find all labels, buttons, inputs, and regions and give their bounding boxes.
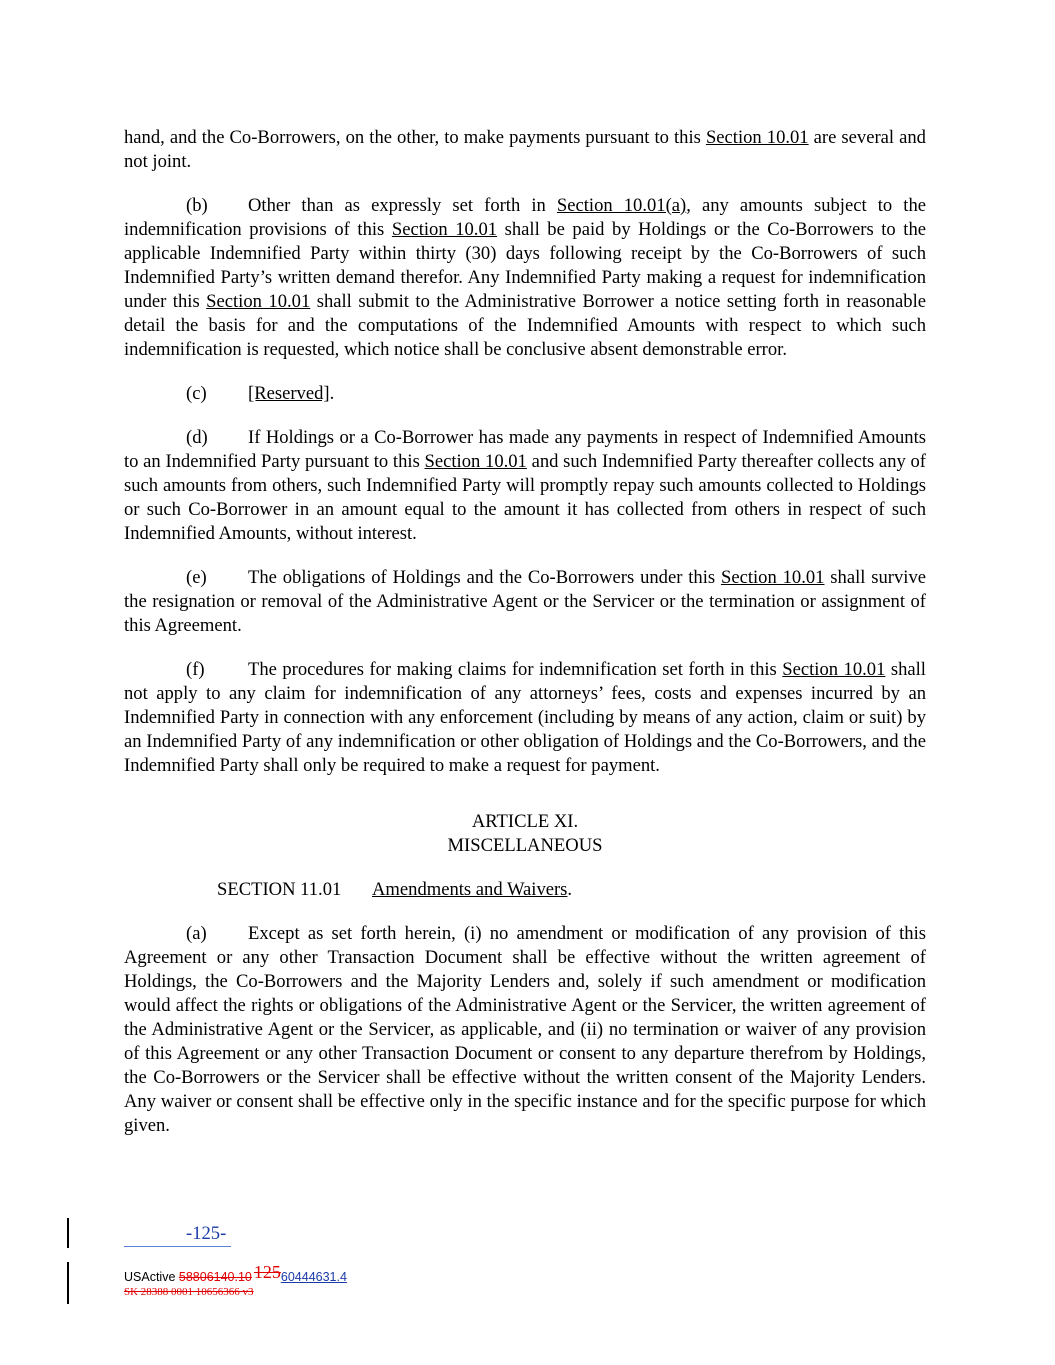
- text: hand, and the Co-Borrowers, on the other, to make payments pursuant to this: [124, 127, 706, 148]
- paragraph-c: [124, 382, 926, 406]
- old-doc-id: 58806140.10: [178, 1270, 252, 1284]
- reserved-ref: [Reserved]: [248, 383, 330, 404]
- text: The obligations of Holdings and the Co-Borrowers under this: [248, 567, 721, 588]
- text: .: [329, 383, 335, 404]
- text: Except as set forth herein, (i) no amendment or modification of any provision of this Agreement or any other Transaction Document shall be effective without the written agreement of Holdings, the Co-Borrowers and the Majority Lenders and, solely if such amendment or modification would affect the rights or obligations of the Administrative Agent or the Servicer, the written agreement of the Administrative Agent or the Servicer, as applicable, and (ii) no termination or waiver of any provision of this Agreement or any other Transaction Document or consent to any departure therefrom by Holdings, the Co-Borrowers or the Servicer shall be effective without the written consent of the Majority Lenders. Any waiver or consent shall be effective only in the specific instance and for the specific purpose for which given.: [124, 923, 926, 1136]
- text: .: [567, 879, 573, 900]
- text: are several and not joint.: [124, 127, 926, 172]
- clause-label: (c): [186, 383, 207, 404]
- paragraph-e: [124, 566, 926, 638]
- text: shall submit to the Administrative Borrower a notice setting forth in reasonable detail the basis for and the computations of the Indemnified Amounts with respect to which such indemnification is requested, which notice shall be conclusive absent demonstrable error.: [124, 291, 927, 360]
- text: shall survive the resignation or removal of the Administrative Agent or the Servicer or the termination or assignment of this Agreement.: [124, 567, 927, 636]
- new-doc-id: 60444631.4: [280, 1270, 347, 1284]
- text: The procedures for making claims for indemnification set forth in this: [248, 659, 783, 680]
- page-number-text: -125-: [186, 1223, 227, 1244]
- document-id-footer: [124, 1262, 347, 1286]
- text: and such Indemnified Party thereafter collects any of such amounts from others, such Indemnified Party will promptly repay such amounts collected to Holdings or such Co-Borrower in an amount equal to the amount it has collected from others in respect of such Indemnified Amounts, without interest.: [124, 451, 926, 544]
- article-heading: [124, 810, 926, 858]
- section-ref: Section 10.01: [206, 291, 311, 312]
- article-title: MISCELLANEOUS: [447, 835, 603, 856]
- clause-label: (b): [186, 195, 208, 216]
- text: shall not apply to any claim for indemnification of any attorneys’ fees, costs and expenses incurred by an Indemnified Party in connection with any enforcement (including by means of any action, claim or suit) by an Indemnified Party of any indemnification or other obligation of Holdings and the Co-Borrowers, and the Indemnified Party shall only be required to make a request for payment.: [124, 659, 926, 776]
- doc-prefix: USActive: [124, 1270, 179, 1284]
- section-number: SECTION 11.01: [217, 879, 342, 900]
- text: Other than as expressly set forth in: [248, 195, 557, 216]
- paragraph-b: [124, 194, 926, 362]
- text: , any amounts subject to the indemnification provisions of this: [124, 195, 926, 240]
- page-number: [124, 1222, 231, 1247]
- document-body: [124, 126, 926, 1158]
- paragraph-d: [124, 426, 926, 546]
- change-bar-top: [67, 1218, 69, 1248]
- section-heading: [217, 878, 926, 902]
- section-ref: Section 10.01: [424, 451, 527, 472]
- text: If Holdings or a Co-Borrower has made any payments in respect of Indemnified Amounts to an Indemnified Party pursuant to this: [124, 427, 926, 472]
- change-bar-bottom: [67, 1262, 69, 1304]
- clause-label: (f): [186, 659, 205, 680]
- section-ref: Section 10.01(a): [556, 195, 687, 216]
- paragraph-continued: [124, 126, 926, 174]
- deleted-page-number: 125: [253, 1262, 281, 1282]
- clause-label: (e): [186, 567, 207, 588]
- article-number: ARTICLE XI.: [471, 811, 579, 832]
- clause-label: (d): [186, 427, 208, 448]
- text: shall be paid by Holdings or the Co-Borrowers to the applicable Indemnified Party within thirty (30) days following receipt by the Co-Borrowers of such Indemnified Party’s written demand therefor. Any Indemnified Party making a request for indemnification under this: [124, 219, 926, 312]
- section-ref: Section 10.01: [391, 219, 498, 240]
- section-ref: Section 10.01: [720, 567, 825, 588]
- section-title: Amendments and Waivers: [372, 879, 568, 900]
- clause-label: (a): [186, 923, 207, 944]
- paragraph-f: [124, 658, 926, 778]
- old-sk-doc-id: SK 28388 0001 10656366 v3: [124, 1286, 254, 1298]
- paragraph-a-amendments: [124, 922, 926, 1138]
- section-ref: Section 10.01: [705, 127, 809, 148]
- section-ref: Section 10.01: [782, 659, 886, 680]
